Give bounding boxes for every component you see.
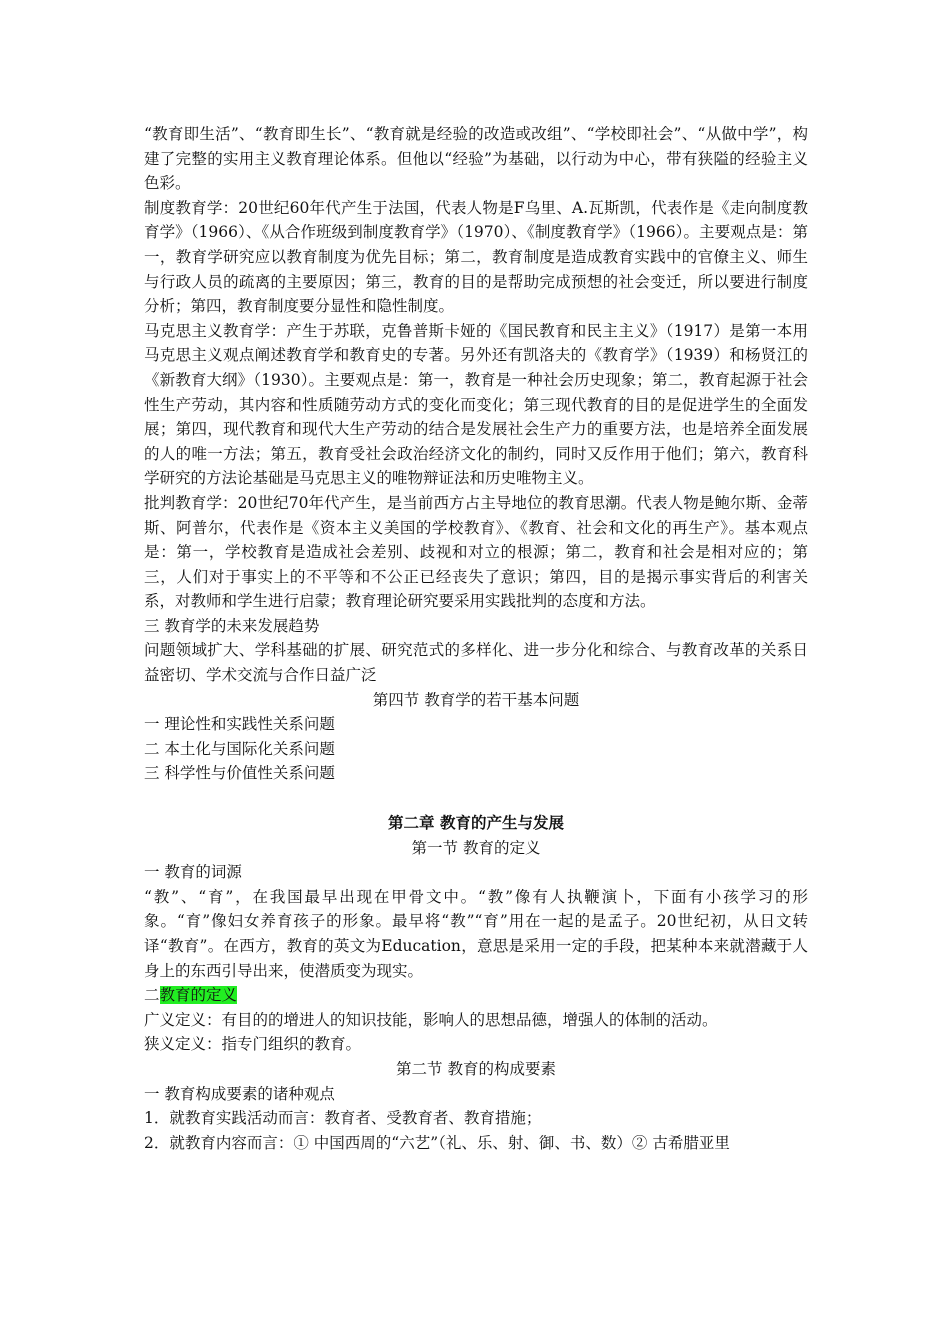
- spacer: [144, 786, 808, 811]
- paragraph-marxist-pedagogy: 马克思主义教育学：产生于苏联，克鲁普斯卡娅的《国民教育和民主主义》（1917）是第一本用马克思主义观点阐述教育学和教育史的专著。另外还有凯洛夫的《教育学》（1939）和杨贤江的《新教育大纲》（1930）。主要观点是：第一，教育是一种社会历史现象；第二，教育起源于社会性生产劳动，其内容和性质随劳动方式的变化而变化；第三现代教育的目的是促进学生的全面发展；第四，现代教育和现代大生产劳动的结合是发展社会生产力的重要方法，也是培养全面发展的人的唯一方法；第五，教育受社会政治经济文化的制约，同时又反作用于他们；第六，教育科学研究的方法论基础是马克思主义的唯物辩证法和历史唯物主义。: [144, 321, 808, 488]
- heading-etymology: 一 教育的词源: [144, 863, 242, 882]
- heading-future-trends: 三 教育学的未来发展趋势: [144, 616, 320, 635]
- heading-definition: [144, 983, 808, 1008]
- view-item-1: 1．就教育实践活动而言：教育者、受教育者、教育措施；: [144, 1109, 542, 1128]
- issue-item-1: 一 理论性和实践性关系问题: [144, 715, 335, 734]
- section-title-basic-issues: 第四节 教育学的若干基本问题: [372, 690, 580, 709]
- highlighted-definition-text: 教育的定义: [159, 986, 238, 1005]
- broad-definition: 广义定义：有目的的增进人的知识技能，影响人的思想品德，增强人的体制的活动。: [144, 1010, 718, 1029]
- section-title-elements: 第二节 教育的构成要素: [396, 1059, 556, 1078]
- paragraph-etymology: “教”、“育”，在我国最早出现在甲骨文中。“教”像有人执鞭演卜，下面有小孩学习的形象。“育”像妇女养育孩子的形象。最早将“教”“育”用在一起的是孟子。20世纪初，从日文转译“教育”。在西方，教育的英文为Education，意思是采用一定的手段，把某种本来就潜藏于人身上的东西引导出来，使潜质变为现实。: [144, 887, 808, 980]
- section-title-definition: 第一节 教育的定义: [411, 838, 541, 857]
- chapter-title: 第二章 教育的产生与发展: [388, 813, 564, 833]
- narrow-definition: 狭义定义：指专门组织的教育。: [144, 1035, 362, 1054]
- issue-item-2: 二 本土化与国际化关系问题: [144, 739, 335, 758]
- paragraph-pragmatism: “教育即生活”、“教育即生长”、“教育就是经验的改造或改组”、“学校即社会”、“从做中学”，构建了完整的实用主义教育理论体系。但他以“经验”为基础，以行动为中心，带有狭隘的经验主义色彩。: [144, 125, 808, 193]
- document-page: [144, 122, 808, 1155]
- paragraph-critical-pedagogy: 批判教育学：20世纪70年代产生，是当前西方占主导地位的教育思潮。代表人物是鲍尔斯、金蒂斯、阿普尔，代表作是《资本主义美国的学校教育》、《教育、社会和文化的再生产》。基本观点是：第一，学校教育是造成社会差别、歧视和对立的根源；第二，教育和社会是相对应的；第三，人们对于事实上的不平等和不公正已经丧失了意识；第四，目的是揭示事实背后的利害关系，对教师和学生进行启蒙；教育理论研究要采用实践批判的态度和方法。: [144, 493, 808, 611]
- paragraph-institutional-pedagogy: 制度教育学：20世纪60年代产生于法国，代表人物是F乌里、A.瓦斯凯，代表作是《走向制度教育学》（1966）、《从合作班级到制度教育学》（1970）、《制度教育学》（1966）。主要观点是：第一，教育学研究应以教育制度为优先目标；第二，教育制度是造成教育实践中的官僚主义、师生与行政人员的疏离的主要原因；第三，教育的目的是帮助完成预想的社会变迁，所以要进行制度分析；第四，教育制度要分显性和隐性制度。: [144, 198, 808, 316]
- paragraph-future-trends: 问题领域扩大、学科基础的扩展、研究范式的多样化、进一步分化和综合、与教育改革的关系日益密切、学术交流与合作日益广泛: [144, 641, 808, 685]
- view-item-2: 2．就教育内容而言：① 中国西周的“六艺”（礼、乐、射、御、书、数）② 古希腊亚里: [144, 1133, 730, 1152]
- heading-definition-number: 二: [144, 986, 160, 1005]
- heading-views: 一 教育构成要素的诸种观点: [144, 1084, 335, 1103]
- issue-item-3: 三 科学性与价值性关系问题: [144, 764, 335, 783]
